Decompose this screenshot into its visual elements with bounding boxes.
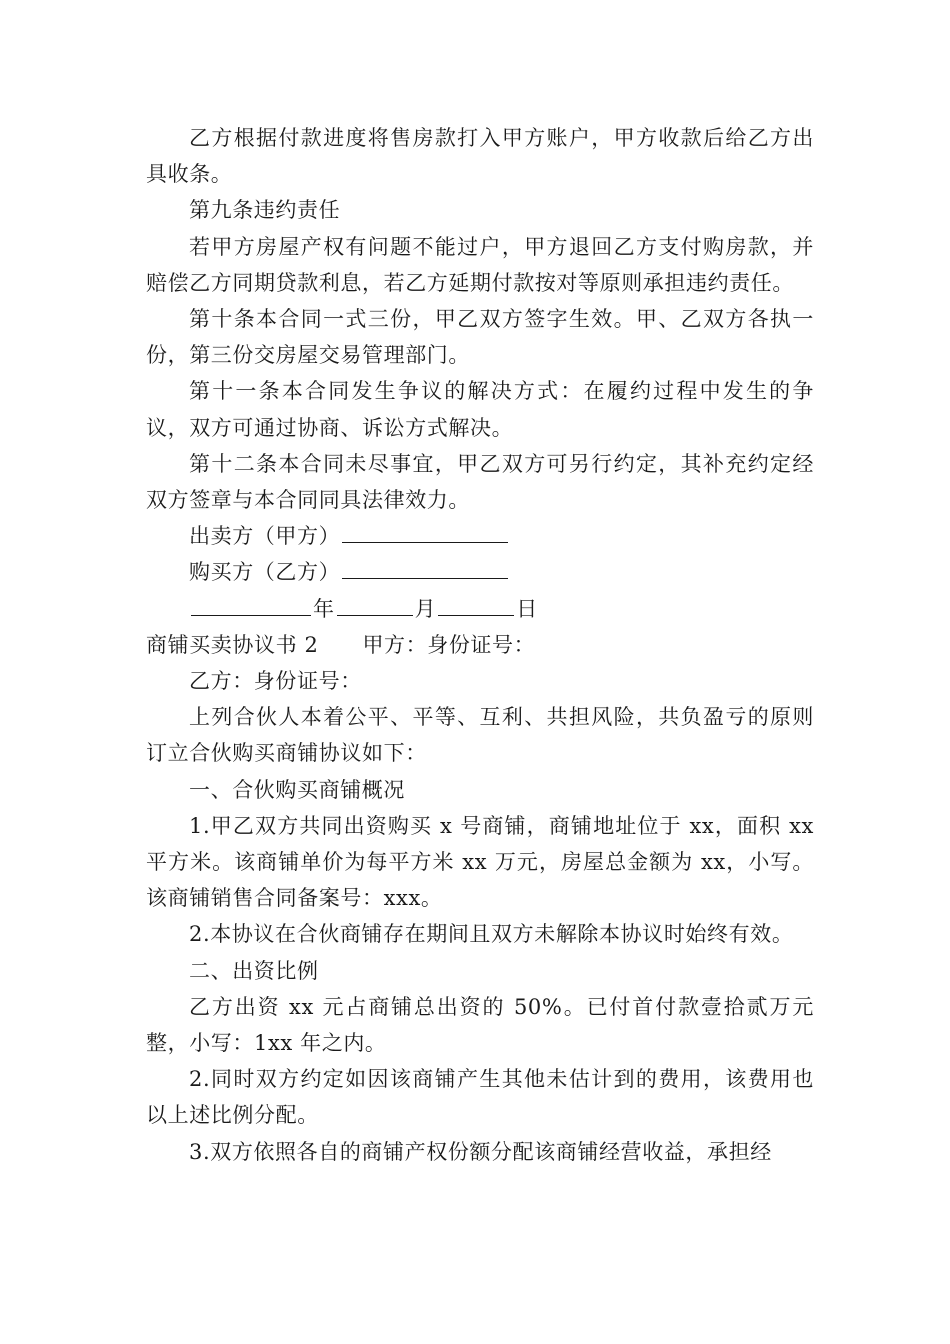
paragraph-payment-receipt: 乙方根据付款进度将售房款打入甲方账户，甲方收款后给乙方出具收条。	[146, 126, 814, 187]
day-blank	[438, 595, 514, 616]
paragraph-extra-costs: 2.同时双方约定如因该商铺产生其他未估计到的费用，该费用也以上述比例分配。	[146, 1067, 814, 1128]
seller-label: 出卖方（甲方）	[189, 524, 341, 549]
buyer-signature-blank	[342, 558, 508, 579]
month-blank	[337, 595, 413, 616]
year-label: 年	[313, 596, 335, 621]
party-b-id: 乙方：身份证号：	[189, 669, 362, 694]
paragraph-article-10: 第十条本合同一式三份，甲乙双方签字生效。甲、乙双方各执一份，第三份交房屋交易管理部门。	[146, 307, 814, 368]
paragraph-shop-overview: 1.甲乙双方共同出资购买 x 号商铺，商铺地址位于 xx，面积 xx 平方米。该商铺单价为每平方米 xx 万元，房屋总金额为 xx，小写。该商铺销售合同备案号：xxx。	[146, 813, 814, 911]
heading-section-1: 一、合伙购买商铺概况	[189, 777, 405, 802]
heading-article-9: 第九条违约责任	[189, 198, 341, 223]
paragraph-article-12: 第十二条本合同未尽事宜，甲乙双方可另行约定，其补充约定经双方签章与本合同同具法律效力。	[146, 451, 814, 513]
year-blank	[191, 595, 311, 616]
paragraph-partnership-principle: 上列合伙人本着公平、平等、互利、共担风险，共负盈亏的原则订立合伙购买商铺协议如下：	[146, 705, 814, 766]
seller-signature-blank	[342, 522, 508, 543]
party-a-id: 甲方：身份证号：	[362, 632, 536, 657]
document-body	[146, 120, 814, 1170]
heading-section-2: 二、出资比例	[189, 958, 319, 983]
buyer-signature-line	[146, 554, 814, 590]
paragraph-breach-liability: 若甲方房屋产权有问题不能过户，甲方退回乙方支付购房款，并赔偿乙方同期贷款利息，若乙方延期付款按对等原则承担违约责任。	[146, 234, 814, 295]
paragraph-investment-ratio: 乙方出资 xx 元占商铺总出资的 50%。已付首付款壹拾贰万元整，小写：1xx 年之内。	[146, 994, 814, 1056]
agreement-2-title-line	[146, 627, 814, 663]
seller-signature-line	[146, 518, 814, 554]
day-label: 日	[516, 596, 538, 621]
date-line	[146, 591, 814, 627]
buyer-label: 购买方（乙方）	[189, 560, 341, 585]
paragraph-article-11: 第十一条本合同发生争议的解决方式：在履约过程中发生的争议，双方可通过协商、诉讼方式解决。	[146, 379, 814, 440]
month-label: 月	[414, 596, 437, 621]
agreement-2-title: 商铺买卖协议书 2	[146, 632, 319, 657]
paragraph-income-distribution: 3.双方依照各自的商铺产权份额分配该商铺经营收益，承担经	[189, 1139, 772, 1164]
paragraph-agreement-validity: 2.本协议在合伙商铺存在期间且双方未解除本协议时始终有效。	[189, 922, 794, 947]
